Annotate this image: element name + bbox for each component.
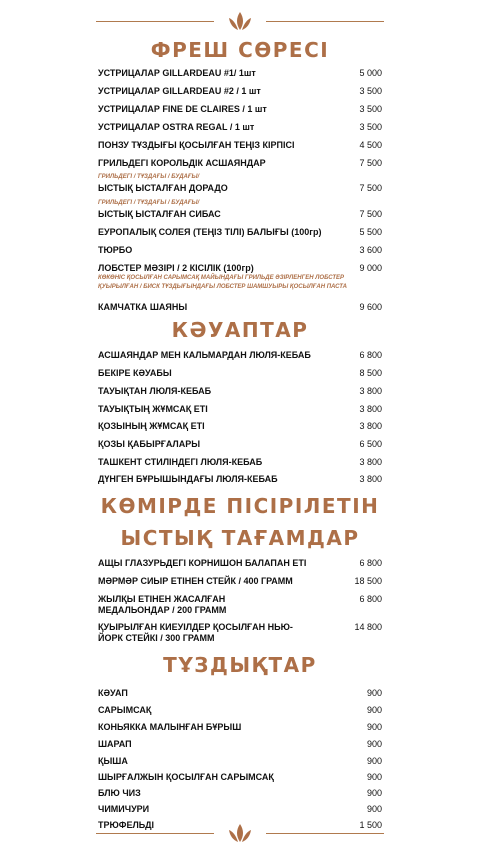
lotus-ornament-icon [226,10,254,32]
item-price: 4 500 [359,140,382,150]
item-name: ЛОБСТЕР МӘЗІРІ / 2 КІСІЛІК (100гр) [98,263,254,273]
item-name: ТАУЫҚТАН ЛЮЛЯ-КЕБАБ [98,386,212,396]
section-title-sauces: ТҰЗДЫҚТАР [163,653,317,677]
item-price: 3 800 [359,386,382,396]
item-price: 5 000 [359,68,382,78]
item-price: 3 800 [359,474,382,484]
item-price: 6 800 [359,350,382,360]
item-price: 9 600 [359,302,382,312]
item-price: 14 800 [354,622,382,632]
item-price: 8 500 [359,368,382,378]
item-name: САРЫМСАҚ [98,705,152,715]
item-name: ЫСТЫҚ ЫСТАЛҒАН ДОРАДО [98,183,228,193]
divider-line-right [266,833,384,834]
item-name: ПОНЗУ ТҰЗДЫҒЫ ҚОСЫЛҒАН ТЕҢІЗ КІРПІСІ [98,140,295,150]
item-name: ЫСТЫҚ ЫСТАЛҒАН СИБАС [98,209,221,219]
item-price: 3 500 [359,86,382,96]
bottom-divider [96,822,384,844]
item-price: 9 000 [359,263,382,273]
item-note: ГРИЛЬДЕГІ / ТҰЗДАҒЫ / БУДАҒЫ/ [98,200,200,206]
item-name: ДҮНГЕН БҰРЫШЫНДАҒЫ ЛЮЛЯ-КЕБАБ [98,474,278,484]
item-note: ҚУЫРЫЛҒАН / БИСК ТҰЗДЫҒЫНДАҒЫ ЛОБСТЕР ШАМШУЫРЫ ҚОСЫЛҒАН ПАСТА [98,284,347,290]
item-price: 3 800 [359,421,382,431]
item-name: ТРЮФЕЛЬДІ [98,820,155,830]
item-name: АЩЫ ГЛАЗУРЬДЕГІ КОРНИШОН БАЛАПАН ЕТІ [98,558,307,568]
item-price: 3 500 [359,122,382,132]
item-price: 900 [366,722,382,732]
item-price: 5 500 [359,227,382,237]
item-name: ҚОЗЫНЫҢ ЖҰМСАҚ ЕТІ [98,421,205,431]
item-name: ШАРАП [98,739,132,749]
item-name: ЖЫЛҚЫ ЕТІНЕН ЖАСАЛҒАН МЕДАЛЬОНДАР / 200 ГРАММ [98,594,227,615]
item-price: 3 500 [359,104,382,114]
section-title-charcoal: КӨМІРДЕ ПІСІРІЛЕТІН [100,494,380,518]
item-name: КӘУАП [98,688,128,698]
item-name: ТЮРБО [98,245,133,255]
item-name: УСТРИЦАЛАР OSTRA REGAL / 1 шт [98,122,255,132]
item-price: 3 600 [359,245,382,255]
item-price: 3 800 [359,404,382,414]
item-price: 900 [366,804,382,814]
item-price: 6 800 [359,594,382,604]
item-price: 7 500 [359,158,382,168]
divider-line-left [96,833,214,834]
item-name: ҚУЫРЫЛҒАН КИЕУІЛДЕР ҚОСЫЛҒАН НЬЮ-ЙОРК СТЕЙКІ / 300 ГРАММ [98,622,293,643]
item-name: АСШАЯНДАР МЕН КАЛЬМАРДАН ЛЮЛЯ-КЕБАБ [98,350,311,360]
top-divider [96,10,384,32]
item-price: 6 800 [359,558,382,568]
item-note: КӨКӨНІС ҚОСЫЛҒАН САРЫМСАҚ МАЙЫНДАҒЫ ГРИЛЬДЕ ӘЗІРЛЕНГЕН ЛОБСТЕР [98,275,345,281]
item-price: 6 500 [359,439,382,449]
item-price: 900 [366,688,382,698]
item-price: 900 [366,772,382,782]
lotus-ornament-icon [226,822,254,844]
item-name: ГРИЛЬДЕГІ КОРОЛЬДІК АСШАЯНДАР [98,158,266,168]
item-price: 7 500 [359,209,382,219]
item-name: ҚЫША [98,756,128,766]
item-price: 1 500 [359,820,382,830]
item-name: ТАУЫҚТЫҢ ЖҰМСАҚ ЕТІ [98,404,208,414]
item-price: 900 [366,756,382,766]
item-name: ТАШКЕНТ СТИЛІНДЕГІ ЛЮЛЯ-КЕБАБ [98,457,263,467]
item-name: ҚОЗЫ ҚАБЫРҒАЛАРЫ [98,439,201,449]
item-price: 18 500 [354,576,382,586]
section-title-kebab: КӘУАПТАР [171,318,309,342]
item-price: 900 [366,705,382,715]
item-name: ЕУРОПАЛЫҚ СОЛЕЯ (ТЕҢІЗ ТІЛІ) БАЛЫҒЫ (100гр) [98,227,322,237]
item-name: КОНЬЯККА МАЛЫНҒАН БҰРЫШ [98,722,242,732]
divider-line-left [96,21,214,22]
item-name: ЧИМИЧУРИ [98,804,150,814]
item-name: УСТРИЦАЛАР GILLARDEAU #2 / 1 шт [98,86,261,96]
item-name: МӘРМӘР СИЫР ЕТІНЕН СТЕЙК / 400 ГРАММ [98,576,293,586]
item-name: УСТРИЦАЛАР GILLARDEAU #1/ 1шт [98,68,256,78]
item-name: КАМЧАТКА ШАЯНЫ [98,302,188,312]
item-name: БЕКІРЕ КӘУАБЫ [98,368,172,378]
item-price: 900 [366,739,382,749]
section-title-hot-dishes: ЫСТЫҚ ТАҒАМДАР [120,526,360,550]
item-name: БЛЮ ЧИЗ [98,788,141,798]
item-price: 7 500 [359,183,382,193]
divider-line-right [266,21,384,22]
section-title-fresh: ФРЕШ СӨРЕСІ [150,38,330,62]
item-name: ШЫРҒАЛЖЫН ҚОСЫЛҒАН САРЫМСАҚ [98,772,274,782]
item-note: ГРИЛЬДЕГІ / ТҰЗДАҒЫ / БУДАҒЫ/ [98,174,200,180]
item-name: УСТРИЦАЛАР FINE DE CLAIRES / 1 шт [98,104,267,114]
item-price: 900 [366,788,382,798]
item-price: 3 800 [359,457,382,467]
